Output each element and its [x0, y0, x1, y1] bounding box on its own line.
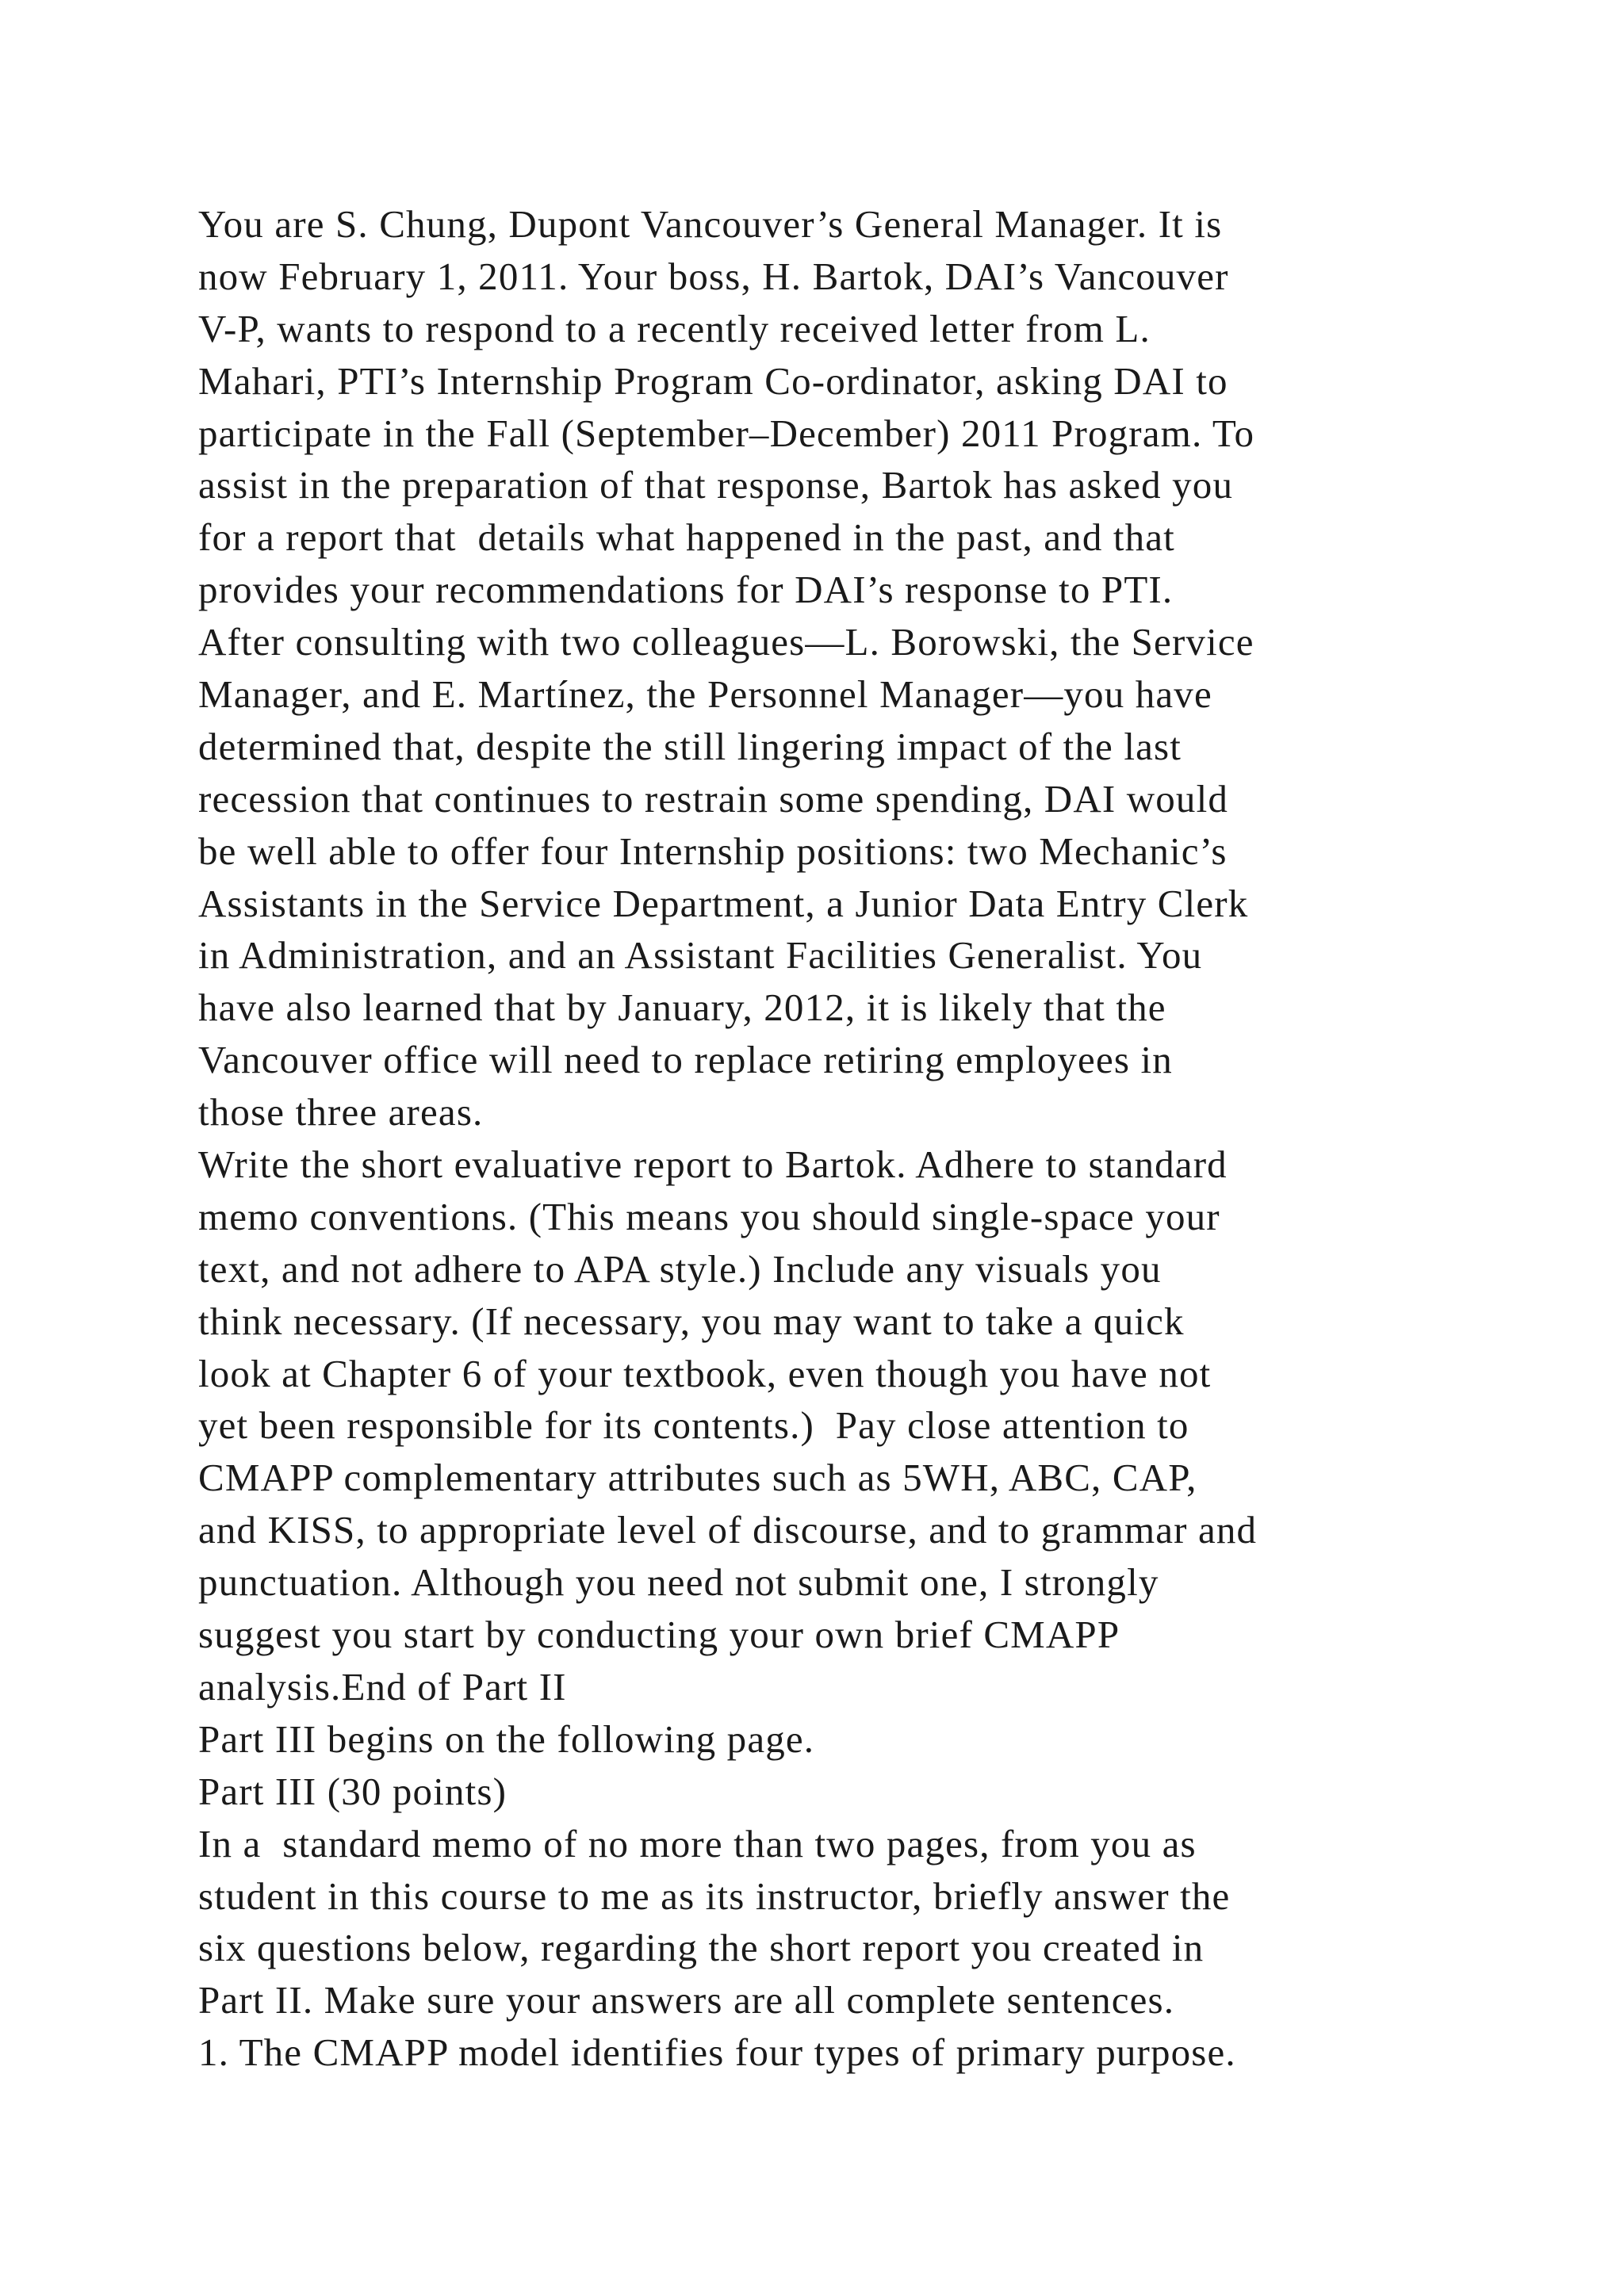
text-line: Manager, and E. Martínez, the Personnel Manager—you have [198, 672, 1212, 717]
text-line: Mahari, PTI’s Internship Program Co-ordinator, asking DAI to [198, 358, 1228, 403]
text-line: punctuation. Although you need not submit one, I strongly [198, 1560, 1159, 1605]
text-line: 1. The CMAPP model identifies four types of primary purpose. [198, 2030, 1236, 2075]
text-line: have also learned that by January, 2012, it is likely that the [198, 985, 1166, 1030]
text-line: six questions below, regarding the short report you created in [198, 1926, 1205, 1970]
text-line: You are S. Chung, Dupont Vancouver’s General Manager. It is [198, 202, 1223, 246]
text-line: be well able to offer four Internship positions: two Mechanic’s [198, 828, 1228, 873]
document-body-text [198, 198, 1435, 2079]
text-line: In a standard memo of no more than two pages, from you as [198, 1821, 1197, 1866]
text-line: student in this course to me as its instructor, briefly answer the [198, 1873, 1231, 1918]
text-line: analysis.End of Part II [198, 1664, 567, 1709]
text-line: for a report that details what happened in the past, and that [198, 515, 1175, 560]
text-line: Part II. Make sure your answers are all complete sentences. [198, 1978, 1175, 2022]
text-line: After consulting with two colleagues—L. Borowski, the Service [198, 620, 1254, 664]
text-line: Part III (30 points) [198, 1769, 508, 1813]
text-line: determined that, despite the still lingering impact of the last [198, 724, 1182, 768]
text-line: think necessary. (If necessary, you may want to take a quick [198, 1299, 1185, 1343]
text-line: recession that continues to restrain some spending, DAI would [198, 776, 1228, 821]
text-line: CMAPP complementary attributes such as 5WH, ABC, CAP, [198, 1456, 1197, 1500]
text-line: in Administration, and an Assistant Facilities Generalist. You [198, 933, 1203, 978]
text-line: memo conventions. (This means you should single-space your [198, 1194, 1220, 1238]
text-line: provides your recommendations for DAI’s response to PTI. [198, 568, 1174, 612]
text-line: Vancouver office will need to replace retiring employees in [198, 1038, 1173, 1082]
text-line: yet been responsible for its contents.) Pay close attention to [198, 1403, 1189, 1448]
text-line: assist in the preparation of that response, Bartok has asked you [198, 463, 1234, 507]
text-line: Assistants in the Service Department, a Junior Data Entry Clerk [198, 881, 1249, 925]
text-line: Write the short evaluative report to Bartok. Adhere to standard [198, 1142, 1228, 1187]
text-line: text, and not adhere to APA style.) Include any visuals you [198, 1246, 1162, 1291]
text-line: V-P, wants to respond to a recently received letter from L. [198, 306, 1151, 350]
text-line: now February 1, 2011. Your boss, H. Bartok, DAI’s Vancouver [198, 254, 1229, 298]
text-line: look at Chapter 6 of your textbook, even though you have not [198, 1351, 1212, 1395]
text-line: suggest you start by conducting your own brief CMAPP [198, 1613, 1120, 1657]
text-line: and KISS, to appropriate level of discourse, and to grammar and [198, 1508, 1258, 1552]
text-line: participate in the Fall (September–December) 2011 Program. To [198, 411, 1255, 455]
text-line: Part III begins on the following page. [198, 1716, 815, 1761]
text-line: those three areas. [198, 1090, 484, 1135]
